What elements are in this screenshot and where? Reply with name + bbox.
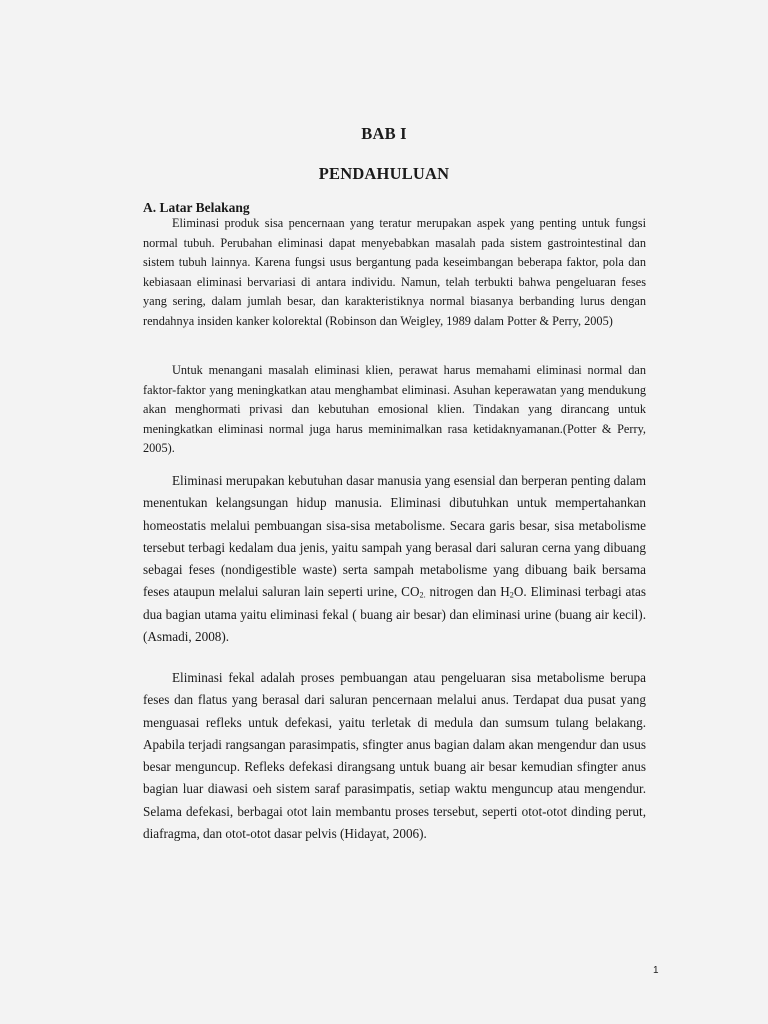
page-number: 1 [653, 965, 659, 976]
chapter-title: PENDAHULUAN [318, 164, 450, 183]
paragraph-2: Untuk menangani masalah eliminasi klien, perawat harus memahami eliminasi normal dan faktor-faktor yang meningkatkan atau menghambat eliminasi. Asuhan keperawatan yang mendukung akan menghormati privasi dan kebutuhan emosional klien. Tindakan yang dirancang untuk meningkatkan eliminasi normal juga harus meminimalkan rasa ketidaknyamanan.(Potter & Perry, 2005). [143, 363, 646, 455]
paragraph-3-text-b: nitrogen dan H [425, 584, 510, 600]
chapter-label: BAB I [361, 124, 407, 143]
section-heading: A. Latar Belakang [143, 200, 250, 215]
h2o-subscript: 2 [509, 591, 514, 601]
paragraph-1: Eliminasi produk sisa pencernaan yang teratur merupakan aspek yang penting untuk fungsi normal tubuh. Perubahan eliminasi dapat menyebabkan masalah pada sistem gastrointestinal dan sistem tubuh lainnya. Karena fungsi usus bergantung pada keseimbangan beberapa faktor, pola dan kebiasaan eliminasi bervariasi di antara individu. Namun, telah terbukti bahwa pengeluaran feses yang sering, dalam jumlah besar, dan karakteristiknya normal biasanya berbanding lurus dengan rendahnya insiden kanker kolorektal (Robinson dan Weigley, 1989 dalam Potter & Perry, 2005) [143, 216, 646, 328]
paragraph-3-text-c: O. Eliminasi terbagi atas dua bagian utama yaitu eliminasi fekal ( buang air besar) dan eliminasi urine (buang air kecil). (Asmadi, 2008). [143, 584, 646, 645]
paragraph-3 [143, 470, 646, 648]
paragraph-3-text-a: Eliminasi merupakan kebutuhan dasar manusia yang esensial dan berperan penting dalam menentukan kelangsungan hidup manusia. Eliminasi dibutuhkan untuk mempertahankan homeostatis melalui pembuangan sisa-sisa metabolisme. Secara garis besar, sisa metabolisme tersebut terbagi kedalam dua jenis, yaitu sampah yang berasal dari saluran cerna yang dibuang sebagai feses (nondigestible waste) serta sampah metabolisme yang dibuang baik bersama feses ataupun melalui saluran lain seperti urine, CO [143, 473, 646, 600]
paragraph-4: Eliminasi fekal adalah proses pembuangan atau pengeluaran sisa metabolisme berupa feses dan flatus yang berasal dari saluran pencernaan melalui anus. Terdapat dua pusat yang menguasai refleks untuk defekasi, yaitu terletak di medula dan sumsum tulang belakang. Apabila terjadi rangsangan parasimpatis, sfingter anus bagian dalam akan mengendur dan usus besar menguncup. Refleks defekasi dirangsang untuk buang air besar kemudian sfingter anus bagian luar diawasi oeh sistem saraf parasimpatis, setiap waktu menguncup atau mengendur. Selama defekasi, berbagai otot lain membantu proses tersebut, seperti otot-otot dinding perut, diafragma, dan otot-otot dasar pelvis (Hidayat, 2006). [143, 670, 646, 842]
co2-subscript: 2. [419, 591, 426, 601]
